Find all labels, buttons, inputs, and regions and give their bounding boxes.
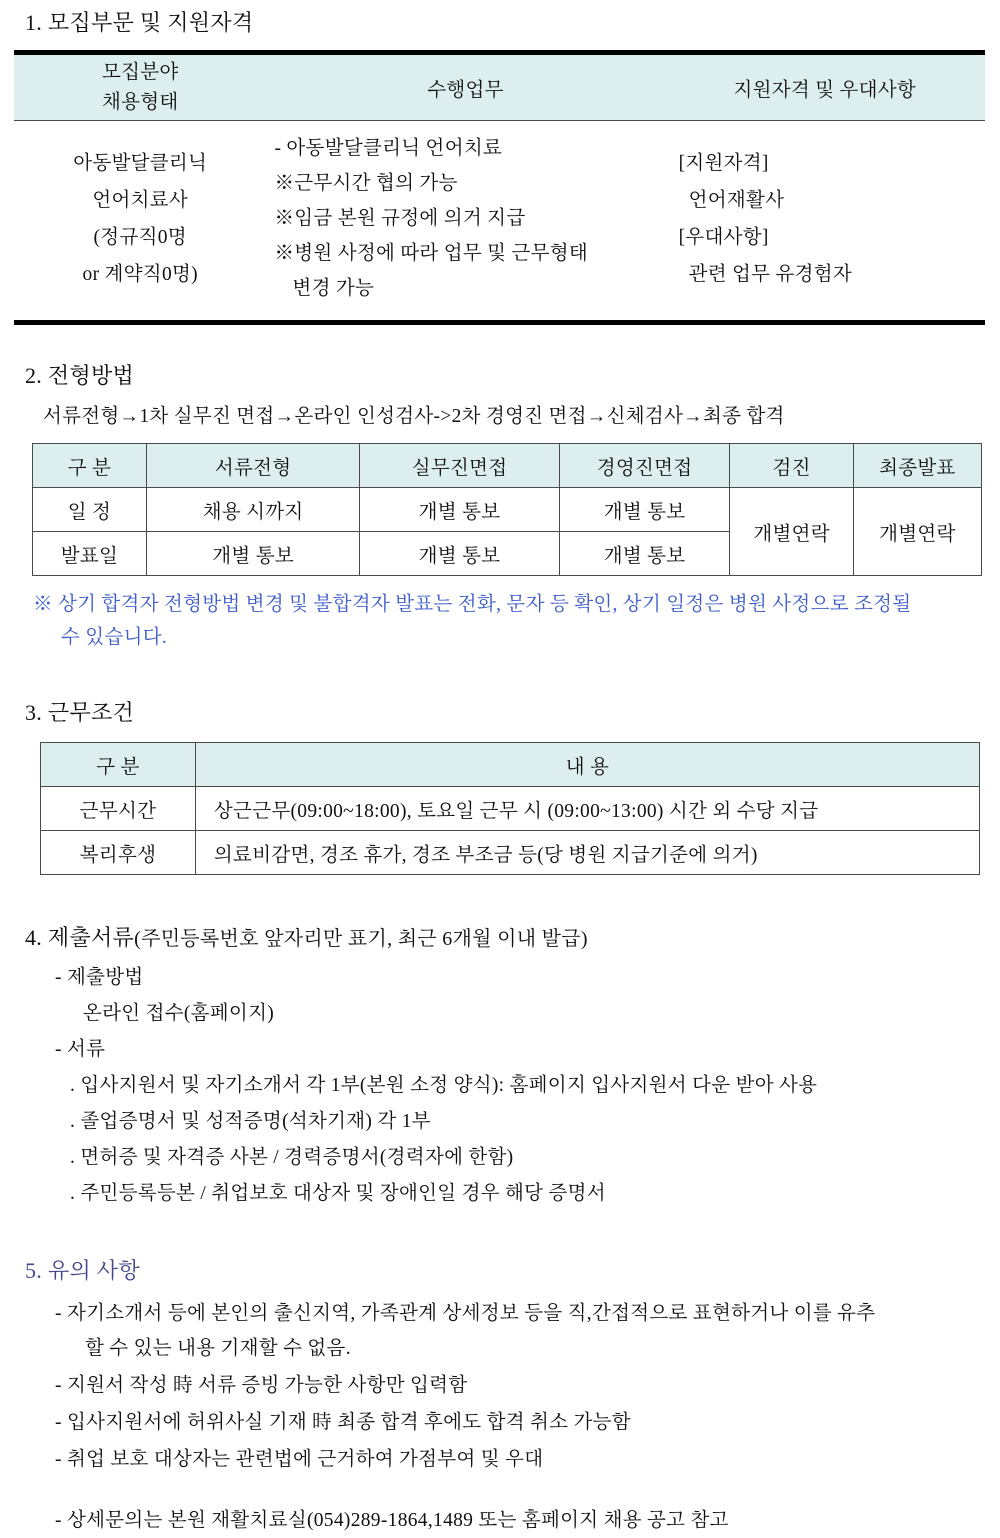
process-table-header-row <box>33 444 982 488</box>
process-flow-text: 서류전형→1차 실무진 면접→온라인 인성검사->2차 경영진 면접→신체검사→최종 합격 <box>43 406 785 427</box>
document-item: . 면허증 및 자격증 사본 / 경력증명서(경력자에 한함) <box>70 1147 514 1168</box>
document-item: . 졸업증명서 및 성적증명(석차기재) 각 1부 <box>70 1111 431 1132</box>
announce-cell: 개별 통보 <box>146 532 360 576</box>
recruit-header-field-line2: 채용형태 <box>101 91 179 113</box>
schedule-label: 일 정 <box>33 488 147 532</box>
position-line: (정규직0명 <box>93 226 187 248</box>
process-header-checkup: 검진 <box>730 444 853 488</box>
duty-line: ※병원 사정에 따라 업무 및 근무형태 <box>274 243 589 264</box>
checkup-merged-cell: 개별연락 <box>730 488 853 576</box>
recruit-header-field <box>14 58 266 118</box>
notice-item-contact: - 상세문의는 본원 재활치료실(054)289-1864,1489 또는 홈페이지 채용 공고 참고 <box>55 1510 729 1531</box>
documents-title-note: (주민등록번호 앞자리만 표기, 최근 6개월 이내 발급) <box>134 928 588 950</box>
conditions-welfare-row <box>41 831 980 875</box>
process-header-exec-interview: 경영진면접 <box>559 444 730 488</box>
notice-item: - 입사지원서에 허위사실 기재 時 최종 합격 후에도 합격 취소 가능함 <box>55 1412 631 1433</box>
recruit-table-header-row <box>14 55 985 121</box>
document-item: . 입사지원서 및 자기소개서 각 1부(본원 소정 양식): 홈페이지 입사지원서 다운 받아 사용 <box>70 1075 818 1096</box>
position-line: or 계약직0명) <box>82 263 198 285</box>
notice-item: - 지원서 작성 時 서류 증빙 가능한 사항만 입력함 <box>55 1375 468 1396</box>
process-header-staff-interview: 실무진면접 <box>360 444 559 488</box>
process-header-document: 서류전형 <box>146 444 360 488</box>
announce-cell: 개별 통보 <box>559 532 730 576</box>
recruit-table <box>14 50 985 325</box>
qualification-line: [우대사항] <box>678 226 769 248</box>
worktime-label: 근무시간 <box>41 787 196 831</box>
recruit-header-qualification: 지원자격 및 우대사항 <box>733 79 917 101</box>
duty-line: ※근무시간 협의 가능 <box>274 173 458 194</box>
process-note-line1: ※ 상기 합격자 전형방법 변경 및 불합격자 발표는 전화, 문자 등 확인, 상기 일정은 병원 사정으로 조정될 <box>33 594 912 615</box>
conditions-worktime-row <box>41 787 980 831</box>
notice-item-continuation: 할 수 있는 내용 기재할 수 없음. <box>85 1338 351 1359</box>
schedule-cell: 개별 통보 <box>360 488 559 532</box>
section-notice-title: 5. 유의 사항 <box>25 1258 140 1283</box>
section-documents-title <box>25 923 1000 954</box>
section-conditions-title: 3. 근무조건 <box>25 700 135 725</box>
submit-method-value: 온라인 접수(홈페이지) <box>83 1003 274 1024</box>
announce-label: 발표일 <box>33 532 147 576</box>
process-note <box>33 588 973 654</box>
submit-method-label: - 제출방법 <box>55 967 144 988</box>
recruit-table-body-row <box>14 121 985 320</box>
worktime-value: 상근근무(09:00~18:00), 토요일 근무 시 (09:00~13:00) 시간 외 수당 지급 <box>195 787 979 831</box>
final-merged-cell: 개별연락 <box>853 488 981 576</box>
schedule-cell: 개별 통보 <box>559 488 730 532</box>
welfare-value: 의료비감면, 경조 휴가, 경조 부조금 등(당 병원 지급기준에 의거) <box>195 831 979 875</box>
recruit-duty-cell <box>266 131 664 306</box>
document-item: . 주민등록등본 / 취업보호 대상자 및 장애인일 경우 해당 증명서 <box>70 1183 606 1204</box>
documents-list-label: - 서류 <box>55 1039 106 1060</box>
position-line: 아동발달클리닉 <box>73 152 208 174</box>
qualification-line: 관련 업무 유경험자 <box>688 263 853 285</box>
qualification-line: [지원자격] <box>678 152 769 174</box>
section-process-title: 2. 전형방법 <box>25 363 135 388</box>
recruit-header-field-line1: 모집분야 <box>101 61 179 83</box>
conditions-header-category: 구 분 <box>41 743 196 787</box>
section-recruit-title: 1. 모집부문 및 지원자격 <box>25 10 254 35</box>
documents-title-main: 4. 제출서류 <box>25 925 135 950</box>
process-table <box>32 443 982 576</box>
position-line: 언어치료사 <box>92 189 189 211</box>
process-header-final: 최종발표 <box>853 444 981 488</box>
welfare-label: 복리후생 <box>41 831 196 875</box>
duty-line: - 아동발달클리닉 언어치료 <box>274 138 503 159</box>
recruit-position-cell <box>14 131 266 306</box>
conditions-table-header-row <box>41 743 980 787</box>
process-note-line2: 수 있습니다. <box>61 627 168 648</box>
schedule-cell: 채용 시까지 <box>146 488 360 532</box>
duty-line: 변경 가능 <box>292 278 375 299</box>
conditions-table <box>40 742 980 875</box>
announce-cell: 개별 통보 <box>360 532 559 576</box>
process-schedule-row <box>33 488 982 532</box>
process-header-category: 구 분 <box>33 444 147 488</box>
conditions-header-content: 내 용 <box>195 743 979 787</box>
recruit-qualification-cell <box>665 131 985 306</box>
notice-item: - 자기소개서 등에 본인의 출신지역, 가족관계 상세정보 등을 직,간접적으로 표현하거나 이를 유추 <box>55 1303 876 1324</box>
recruit-header-duty: 수행업무 <box>427 79 504 101</box>
notice-item: - 취업 보호 대상자는 관련법에 근거하여 가점부여 및 우대 <box>55 1449 544 1470</box>
qualification-line: 언어재활사 <box>688 189 785 211</box>
duty-line: ※임금 본원 규정에 의거 지급 <box>274 208 526 229</box>
